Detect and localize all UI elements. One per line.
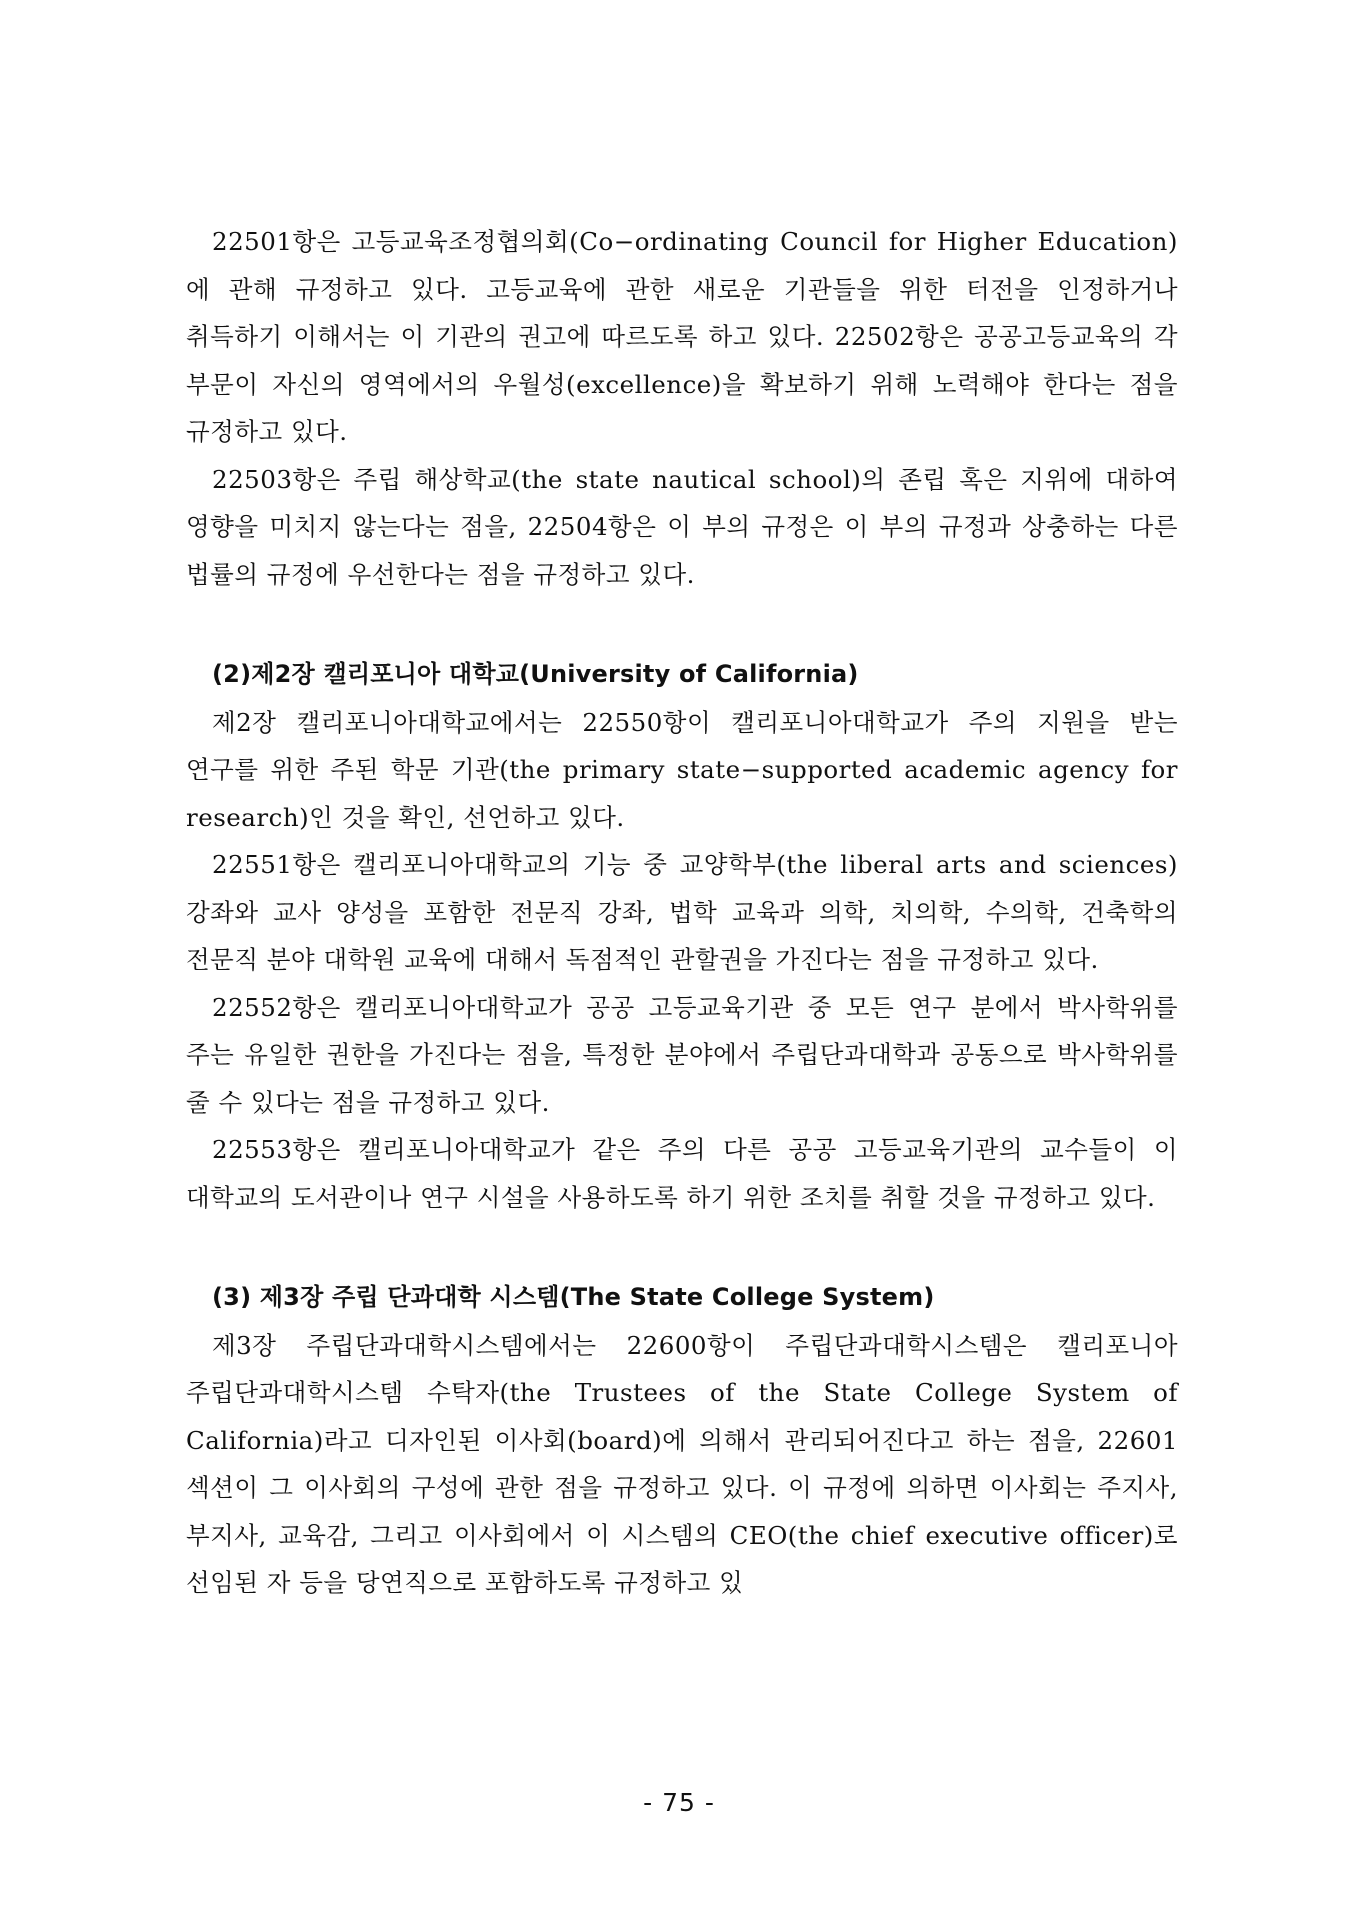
- paragraph-22501: 22501항은 고등교육조정협의회(Co−ordinating Council for Higher Education)에 관해 규정하고 있다. 고등교육에 관한 새로운 기관들을 위한 터전을 인정하거나 취득하기 이해서는 이 기관의 권고에 따르도록 하고 있다. 22502항은 공공고등교육의 각 부문이 자신의 영역에서의 우월성(excellence)을 확보하기 위해 노력해야 한다는 점을 규정하고 있다.: [186, 227, 1178, 446]
- paragraph-22600: 제3장 주립단과대학시스템에서는 22600항이 주립단과대학시스템은 캘리포니아 주립단과대학시스템 수탁자(the Trustees of the State College System of California)라고 디자인된 이사회(board)에 의해서 관리되어진다고 하는 점을, 22601 섹션이 그 이사회의 구성에 관한 점을 규정하고 있다. 이 규정에 의하면 이사회는 주지사, 부지사, 교육감, 그리고 이사회에서 이 시스템의 CEO(the chief executive officer)로 선임된 자 등을 당연직으로 포함하도록 규정하고 있: [186, 1330, 1178, 1597]
- paragraph-22551: 22551항은 캘리포니아대학교의 기능 중 교양학부(the liberal arts and sciences) 강좌와 교사 양성을 포함한 전문직 강좌, 법학 교육과 의학, 치의학, 수의학, 건축학의 전문직 분야 대학원 교육에 대해서 독점적인 관할권을 가진다는 점을 규정하고 있다.: [186, 850, 1178, 974]
- paragraph-22550: 제2장 캘리포니아대학교에서는 22550항이 캘리포니아대학교가 주의 지원을 받는 연구를 위한 주된 학문 기관(the primary state−supported academic agency for research)인 것을 확인, 선언하고 있다.: [186, 707, 1178, 832]
- section-heading-state-college-system: (3) 제3장 주립 단과대학 시스템(The State College System): [212, 1283, 935, 1311]
- page-number: - 75 -: [643, 1788, 715, 1817]
- document-body: [186, 218, 1178, 1607]
- paragraph-22503: 22503항은 주립 해상학교(the state nautical school)의 존립 혹은 지위에 대하여 영향을 미치지 않는다는 점을, 22504항은 이 부의 규정은 이 부의 규정과 상충하는 다른 법률의 규정에 우선한다는 점을 규정하고 있다.: [186, 464, 1178, 589]
- paragraph-22552: 22552항은 캘리포니아대학교가 공공 고등교육기관 중 모든 연구 분에서 박사학위를 주는 유일한 권한을 가진다는 점을, 특정한 분야에서 주립단과대학과 공동으로 박사학위를 줄 수 있다는 점을 규정하고 있다.: [186, 992, 1178, 1117]
- paragraph-22553: 22553항은 캘리포니아대학교가 같은 주의 다른 공공 고등교육기관의 교수들이 이 대학교의 도서관이나 연구 시설을 사용하도록 하기 위한 조치를 취할 것을 규정하고 있다.: [186, 1135, 1178, 1212]
- section-heading-university-of-california: (2)제2장 캘리포니아 대학교(University of California): [212, 660, 859, 688]
